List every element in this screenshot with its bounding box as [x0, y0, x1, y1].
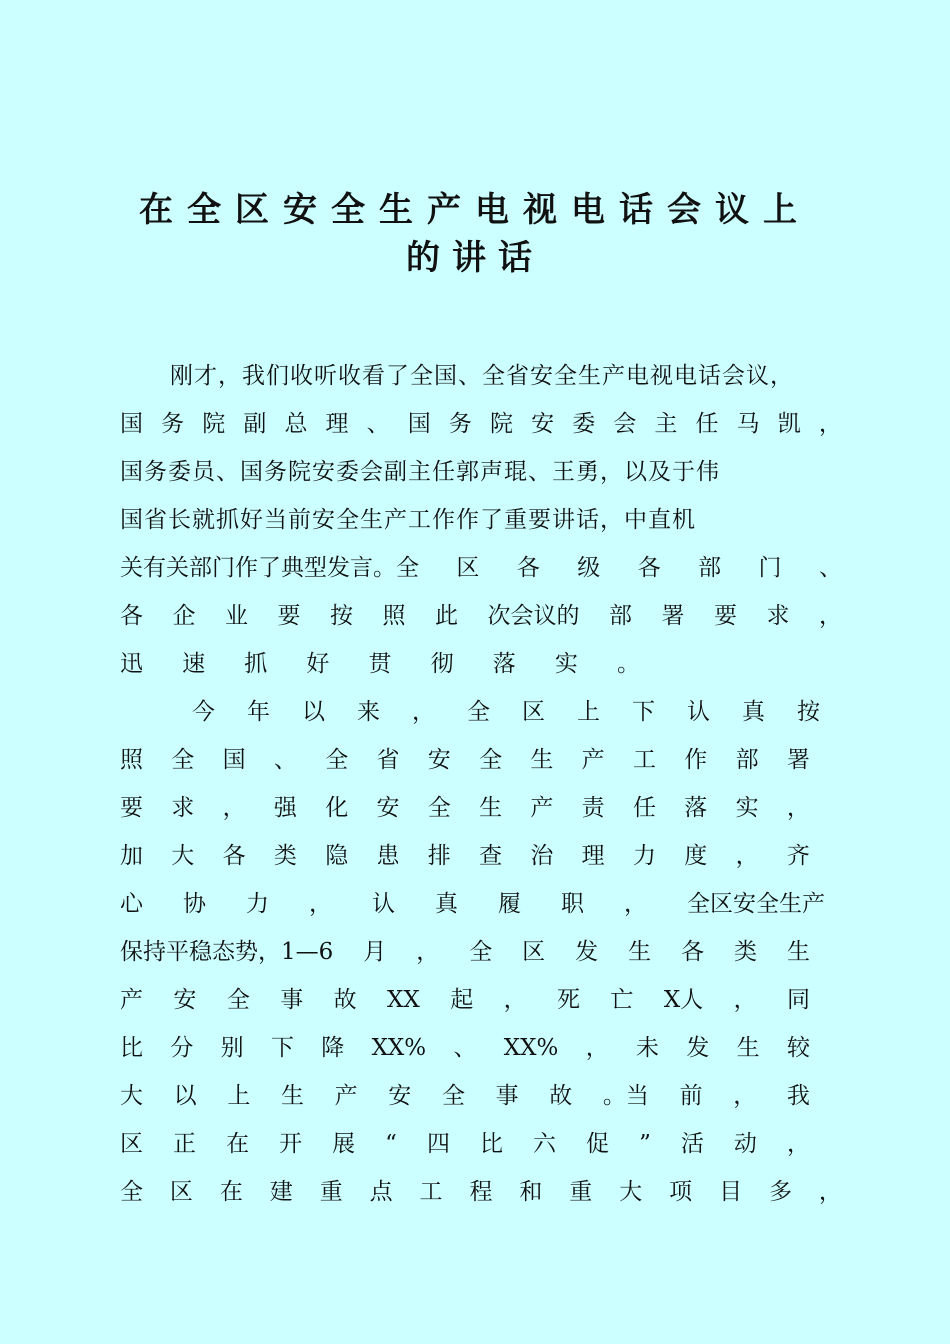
body-line: 大 以 上 生 产 安 全 事 故 。当 前 ， 我: [120, 1083, 810, 1109]
body-line: 刚才，我们收听收看了全国、全省安全生产电视电话会议，: [170, 363, 794, 389]
body-line: 迅 速 抓 好 贯 彻 落 实 。: [120, 651, 640, 677]
body-line: 全 区 在 建 重 点 工 程 和 重 大 项 目 多 ，: [120, 1179, 842, 1205]
body-line: 关有关部门作了典型发言。全 区 各 级 各 部 门 、: [120, 555, 842, 581]
body-line: 比 分 别 下 降 XX% 、 XX% ， 未 发 生 较: [120, 1035, 810, 1061]
body-line: 心 协 力 ， 认 真 履 职 ， 全区安全生产: [120, 891, 825, 917]
body-line: 产 安 全 事 故 XX 起 ， 死 亡 X人 ， 同: [120, 987, 810, 1013]
body-line: 今 年 以 来 ， 全 区 上 下 认 真 按: [192, 699, 820, 725]
body-line: 要 求 ， 强 化 安 全 生 产 责 任 落 实 ，: [120, 795, 810, 821]
body-line: 各 企 业 要 按 照 此 次会议的 部 署 要 求 ，: [120, 603, 842, 629]
body-line: 国省长就抓好当前安全生产工作作了重要讲话，中直机: [120, 507, 696, 533]
body-line: 加 大 各 类 隐 患 排 查 治 理 力 度 ， 齐: [120, 843, 810, 869]
document-title-line-2: 的讲话: [406, 238, 544, 278]
body-line: 保持平稳态势，1—6 月 ， 全 区 发 生 各 类 生: [120, 939, 810, 965]
body-line: 国 务 院 副 总 理 、 国 务 院 安 委 会 主 任 马 凯 ，: [120, 411, 842, 437]
body-line: 国务委员、国务院安委会副主任郭声琨、王勇，以及于伟: [120, 459, 720, 485]
body-line: 照 全 国 、 全 省 安 全 生 产 工 作 部 署: [120, 747, 810, 773]
body-line: 区 正 在 开 展 “ 四 比 六 促 ” 活 动 ，: [120, 1131, 810, 1157]
document-title-line-1: 在全区安全生产电视电话会议上: [139, 190, 811, 230]
